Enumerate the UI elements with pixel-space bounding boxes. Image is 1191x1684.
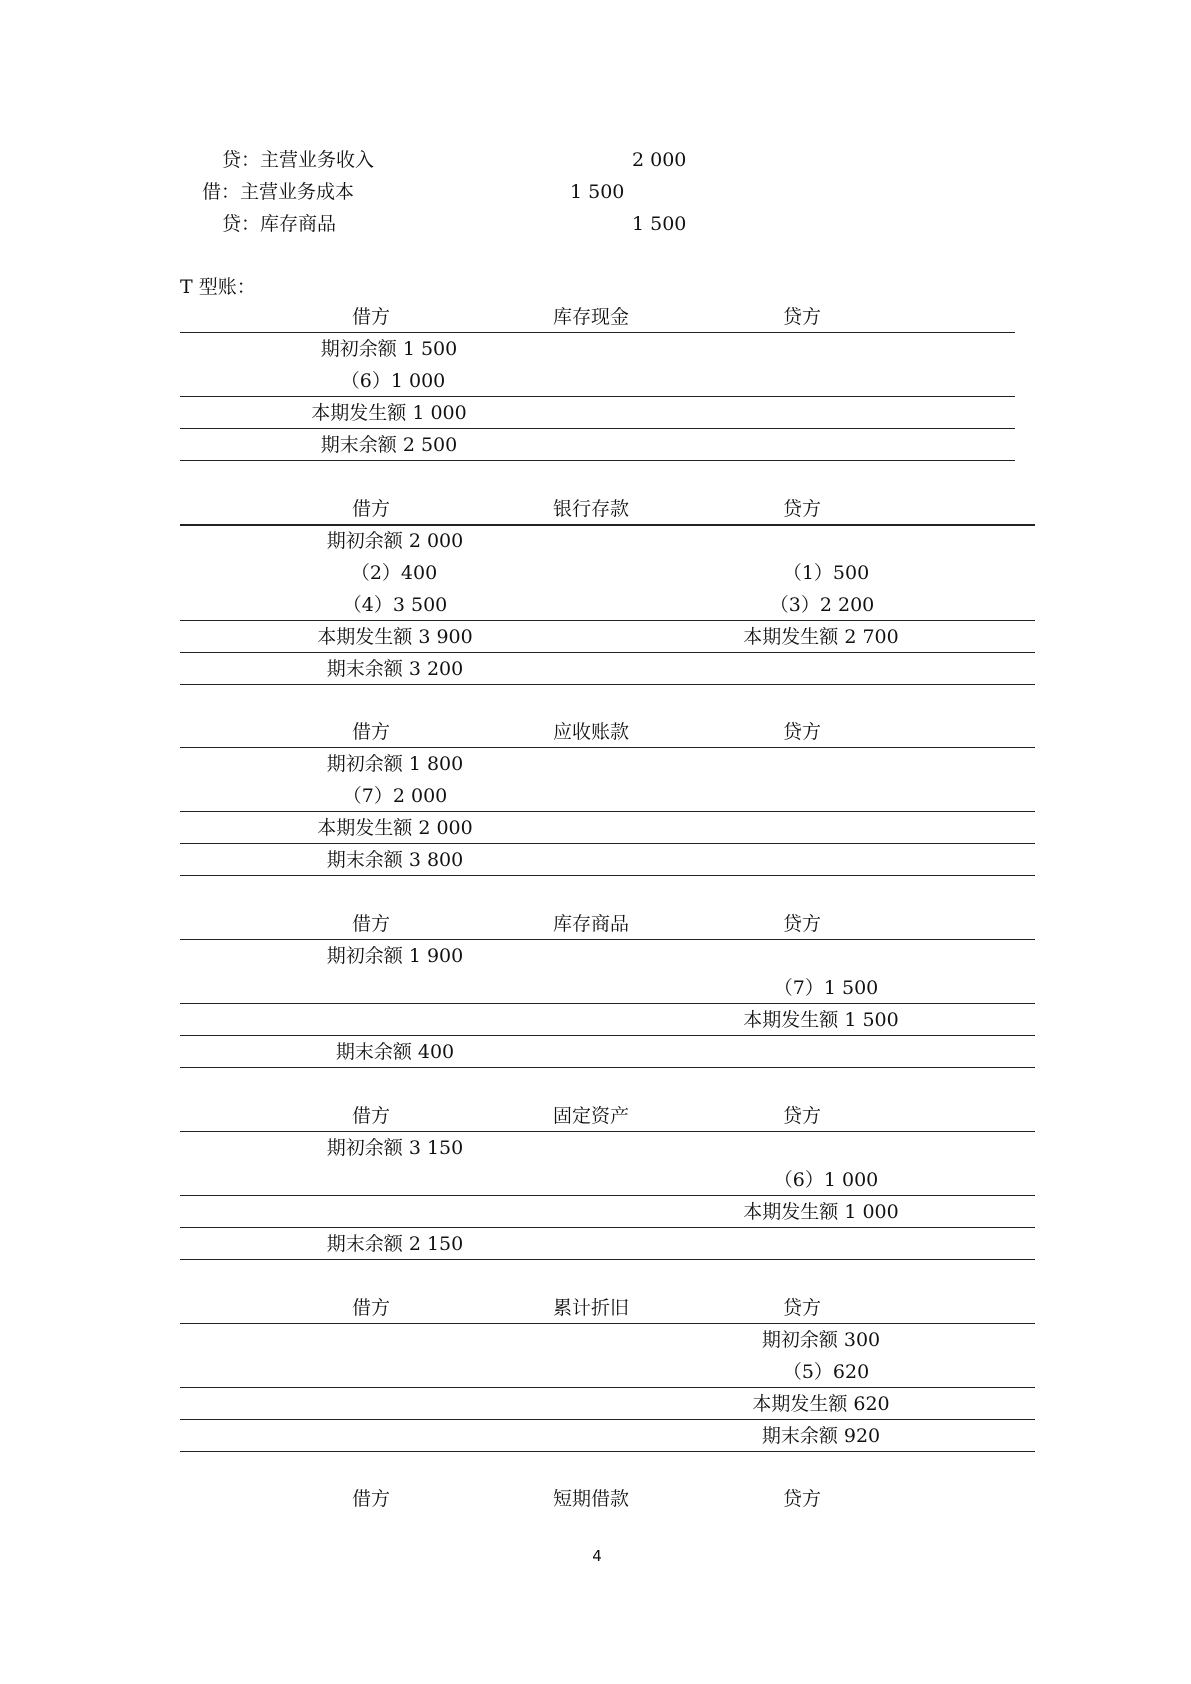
debit-side-header: 借方 bbox=[351, 721, 391, 743]
credit-entry: 本期发生额 1 000 bbox=[743, 1201, 899, 1223]
journal-line-2-amount: 1 500 bbox=[570, 181, 625, 203]
account-header-rule bbox=[180, 332, 1015, 333]
credit-side-header: 贷方 bbox=[782, 498, 822, 520]
account-header-rule bbox=[180, 1323, 1035, 1324]
page-number: 4 bbox=[592, 1547, 602, 1565]
credit-entry: 本期发生额 620 bbox=[752, 1393, 890, 1415]
debit-entry: （2）400 bbox=[350, 562, 438, 584]
credit-side-header: 贷方 bbox=[782, 1105, 822, 1127]
account-rule bbox=[180, 460, 1015, 461]
debit-side-header: 借方 bbox=[351, 913, 391, 935]
account-rule bbox=[180, 684, 1035, 685]
account-rule bbox=[180, 1387, 1035, 1388]
t-account-heading: T 型账： bbox=[180, 276, 256, 298]
debit-entry: 期初余额 3 150 bbox=[326, 1137, 464, 1159]
account-rule bbox=[180, 843, 1035, 844]
account-rule bbox=[180, 1259, 1035, 1260]
credit-side-header: 贷方 bbox=[782, 1297, 822, 1319]
account-rule bbox=[180, 1195, 1035, 1196]
account-rule bbox=[180, 1419, 1035, 1420]
account-header-rule bbox=[180, 524, 1035, 526]
account-rule bbox=[180, 1067, 1035, 1068]
credit-entry: （1）500 bbox=[782, 562, 870, 584]
debit-entry: （6）1 000 bbox=[340, 370, 446, 392]
debit-entry: 本期发生额 1 000 bbox=[311, 402, 467, 424]
journal-line-2-label: 借：主营业务成本 bbox=[202, 181, 355, 203]
account-name: 短期借款 bbox=[552, 1488, 630, 1510]
debit-entry: 本期发生额 2 000 bbox=[317, 817, 473, 839]
account-rule bbox=[180, 1227, 1035, 1228]
credit-entry: 期初余额 300 bbox=[761, 1329, 881, 1351]
credit-entry: 本期发生额 2 700 bbox=[743, 626, 899, 648]
credit-side-header: 贷方 bbox=[782, 913, 822, 935]
account-header-rule bbox=[180, 747, 1035, 748]
credit-entry: （3）2 200 bbox=[769, 594, 875, 616]
debit-entry: 期初余额 1 500 bbox=[320, 338, 458, 360]
account-rule bbox=[180, 652, 1035, 653]
debit-side-header: 借方 bbox=[351, 306, 391, 328]
credit-entry: 本期发生额 1 500 bbox=[743, 1009, 899, 1031]
account-rule bbox=[180, 1035, 1035, 1036]
journal-line-1-label: 贷：主营业务收入 bbox=[222, 149, 375, 171]
debit-side-header: 借方 bbox=[351, 1297, 391, 1319]
account-name: 固定资产 bbox=[552, 1105, 630, 1127]
account-header-rule bbox=[180, 1131, 1035, 1132]
account-name: 库存现金 bbox=[552, 306, 630, 328]
credit-side-header: 贷方 bbox=[782, 306, 822, 328]
account-header-rule bbox=[180, 939, 1035, 940]
debit-entry: 期末余额 400 bbox=[335, 1041, 455, 1063]
account-rule bbox=[180, 396, 1015, 397]
debit-entry: （4）3 500 bbox=[342, 594, 448, 616]
account-name: 库存商品 bbox=[552, 913, 630, 935]
account-name: 应收账款 bbox=[552, 721, 630, 743]
debit-side-header: 借方 bbox=[351, 498, 391, 520]
journal-line-3-label: 贷：库存商品 bbox=[222, 213, 337, 235]
journal-line-3-amount: 1 500 bbox=[632, 213, 687, 235]
debit-entry: 期末余额 3 200 bbox=[326, 658, 464, 680]
account-rule bbox=[180, 1451, 1035, 1452]
account-rule bbox=[180, 811, 1035, 812]
debit-side-header: 借方 bbox=[351, 1488, 391, 1510]
account-rule bbox=[180, 428, 1015, 429]
credit-entry: （5）620 bbox=[782, 1361, 870, 1383]
account-name: 累计折旧 bbox=[552, 1297, 630, 1319]
debit-entry: （7）2 000 bbox=[342, 785, 448, 807]
debit-entry: 期末余额 3 800 bbox=[326, 849, 464, 871]
credit-side-header: 贷方 bbox=[782, 721, 822, 743]
account-rule bbox=[180, 620, 1035, 621]
journal-line-1-amount: 2 000 bbox=[632, 149, 687, 171]
credit-entry: （7）1 500 bbox=[773, 977, 879, 999]
debit-entry: 期初余额 1 900 bbox=[326, 945, 464, 967]
debit-entry: 期初余额 1 800 bbox=[326, 753, 464, 775]
credit-side-header: 贷方 bbox=[782, 1488, 822, 1510]
debit-side-header: 借方 bbox=[351, 1105, 391, 1127]
account-rule bbox=[180, 875, 1035, 876]
credit-entry: 期末余额 920 bbox=[761, 1425, 881, 1447]
debit-entry: 本期发生额 3 900 bbox=[317, 626, 473, 648]
debit-entry: 期末余额 2 150 bbox=[326, 1233, 464, 1255]
account-name: 银行存款 bbox=[552, 498, 630, 520]
debit-entry: 期末余额 2 500 bbox=[320, 434, 458, 456]
account-rule bbox=[180, 1003, 1035, 1004]
debit-entry: 期初余额 2 000 bbox=[326, 530, 464, 552]
credit-entry: （6）1 000 bbox=[773, 1169, 879, 1191]
